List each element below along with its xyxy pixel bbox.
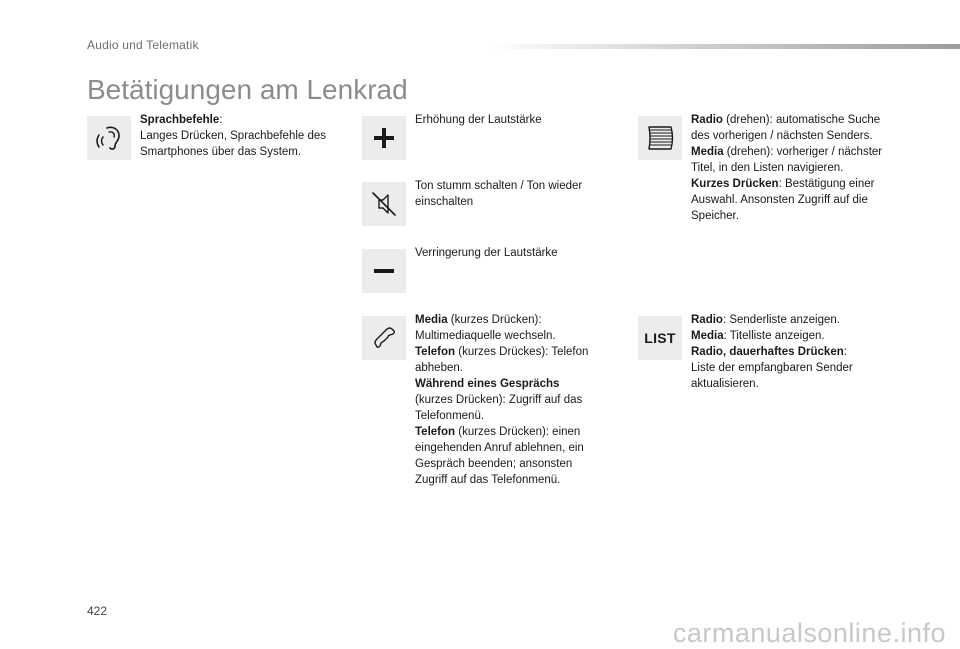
header-bar [488, 44, 960, 49]
voice-command-label: Sprachbefehle [140, 114, 220, 126]
volume-up-desc: Erhöhung der Lautstärke [415, 114, 542, 126]
mute-desc-2: einschalten [415, 196, 474, 208]
mute-icon [362, 182, 406, 226]
voice-command-desc-1: Langes Drücken, Sprachbefehle des [140, 130, 327, 142]
watermark: carmanualsonline.info [672, 618, 946, 648]
minus-icon [362, 249, 406, 293]
page-title: Betätigungen am Lenkrad [87, 74, 408, 105]
voice-command-icon [87, 116, 131, 160]
voice-command-desc-2: Smartphones über das System. [140, 146, 302, 158]
mute-desc-1: Ton stumm schalten / Ton wieder [415, 180, 583, 192]
plus-icon [362, 116, 406, 160]
list-button-icon [638, 316, 682, 360]
thumbwheel-icon [638, 116, 682, 160]
page-number: 422 [87, 604, 108, 618]
volume-down-desc: Verringerung der Lautstärke [415, 247, 558, 259]
section-header: Audio und Telematik [87, 38, 199, 52]
phone-icon [362, 316, 406, 360]
list-icon-label: LIST [644, 330, 676, 346]
